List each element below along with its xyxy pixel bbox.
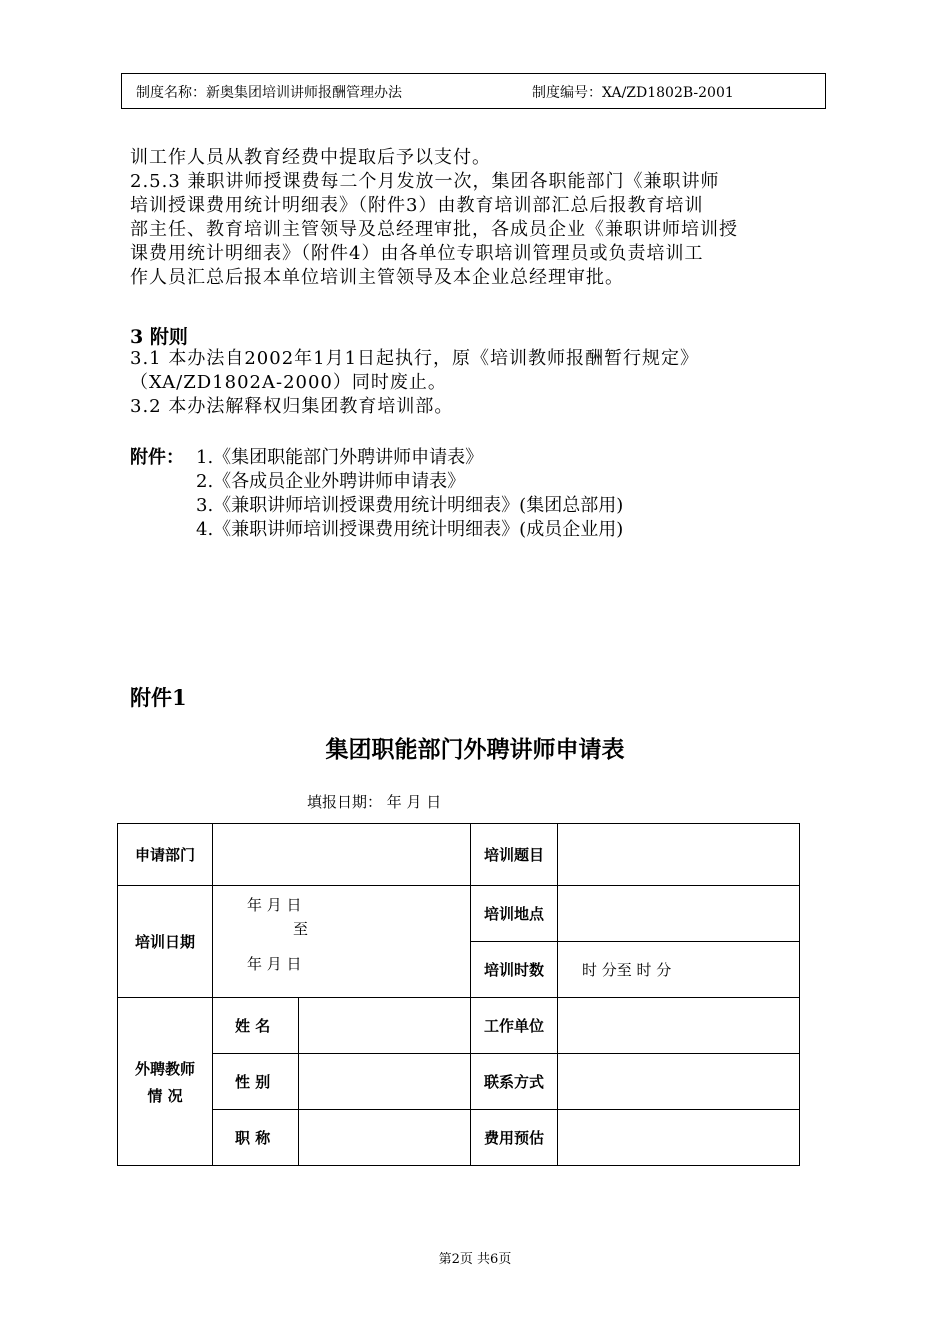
name-field[interactable] xyxy=(299,998,471,1054)
attachment-item: 3.《兼职讲师培训授课费用统计明细表》(集团总部用) xyxy=(196,495,624,516)
paragraph-line: 课费用统计明细表》（附件4）由各单位专职培训管理员或负责培训工 xyxy=(130,243,704,264)
date-end: 年 月 日 xyxy=(247,955,302,973)
attachment-item: 4.《兼职讲师培训授课费用统计明细表》(成员企业用) xyxy=(196,519,624,540)
training-topic-field[interactable] xyxy=(558,824,800,886)
paragraph-line: 2.5.3 兼职讲师授课费每二个月发放一次，集团各职能部门《兼职讲师 xyxy=(130,171,720,192)
application-form-table xyxy=(117,823,800,1166)
teacher-info-line1: 外聘教师 xyxy=(134,1059,195,1078)
paragraph-line: 3.2 本办法解释权归集团教育培训部。 xyxy=(130,396,454,417)
apply-dept-label: 申请部门 xyxy=(118,824,213,886)
training-date-label: 培训日期 xyxy=(118,886,213,998)
title-field[interactable] xyxy=(299,1110,471,1166)
fill-date: 填报日期： 年 月 日 xyxy=(307,793,442,811)
contact-label: 联系方式 xyxy=(471,1054,558,1110)
training-place-label: 培训地点 xyxy=(471,886,558,942)
page-number: 第2页 共6页 xyxy=(438,1252,512,1267)
attachment-item: 1.《集团职能部门外聘讲师申请表》 xyxy=(196,447,484,468)
training-place-field[interactable] xyxy=(558,886,800,942)
paragraph-line: 3.1 本办法自2002年1月1日起执行，原《培训教师报酬暂行规定》 xyxy=(130,348,700,369)
attachments-label: 附件： xyxy=(130,447,184,468)
regulation-name: 制度名称：新奥集团培训讲师报酬管理办法 xyxy=(136,85,402,101)
training-topic-label: 培训题目 xyxy=(471,824,558,886)
date-start: 年 月 日 xyxy=(247,896,302,914)
form-title: 集团职能部门外聘讲师申请表 xyxy=(325,737,625,763)
paragraph-line: 作人员汇总后报本单位培训主管领导及本企业总经理审批。 xyxy=(130,267,624,288)
teacher-info-line2: 情 况 xyxy=(147,1086,183,1105)
gender-field[interactable] xyxy=(299,1054,471,1110)
training-hours-label: 培训时数 xyxy=(471,942,558,998)
document-header xyxy=(121,73,826,109)
training-hours-field[interactable]: 时 分至 时 分 xyxy=(558,942,800,998)
section-3-text xyxy=(130,347,830,419)
work-unit-field[interactable] xyxy=(558,998,800,1054)
teacher-info-label xyxy=(118,998,213,1166)
name-label: 姓 名 xyxy=(213,998,299,1054)
annex-title: 附件1 xyxy=(130,685,187,710)
paragraph-line: 部主任、教育培训主管领导及总经理审批，各成员企业《兼职讲师培训授 xyxy=(130,219,738,240)
gender-label: 性 别 xyxy=(213,1054,299,1110)
contact-field[interactable] xyxy=(558,1054,800,1110)
date-to: 至 xyxy=(293,920,309,938)
regulation-code: 制度编号：XA/ZD1802B-2001 xyxy=(532,85,734,101)
title-label: 职 称 xyxy=(213,1110,299,1166)
section-3-title: 3 附则 xyxy=(130,326,188,348)
section-2-5-text xyxy=(130,146,830,290)
apply-dept-field[interactable] xyxy=(213,824,471,886)
paragraph-line: （XA/ZD1802A-2000）同时废止。 xyxy=(130,372,447,393)
paragraph-line: 训工作人员从教育经费中提取后予以支付。 xyxy=(130,147,491,168)
fee-estimate-field[interactable] xyxy=(558,1110,800,1166)
training-date-field[interactable] xyxy=(213,886,471,998)
work-unit-label: 工作单位 xyxy=(471,998,558,1054)
paragraph-line: 培训授课费用统计明细表》（附件3）由教育培训部汇总后报教育培训 xyxy=(130,195,704,216)
fee-estimate-label: 费用预估 xyxy=(471,1110,558,1166)
attachment-item: 2.《各成员企业外聘讲师申请表》 xyxy=(196,471,466,492)
